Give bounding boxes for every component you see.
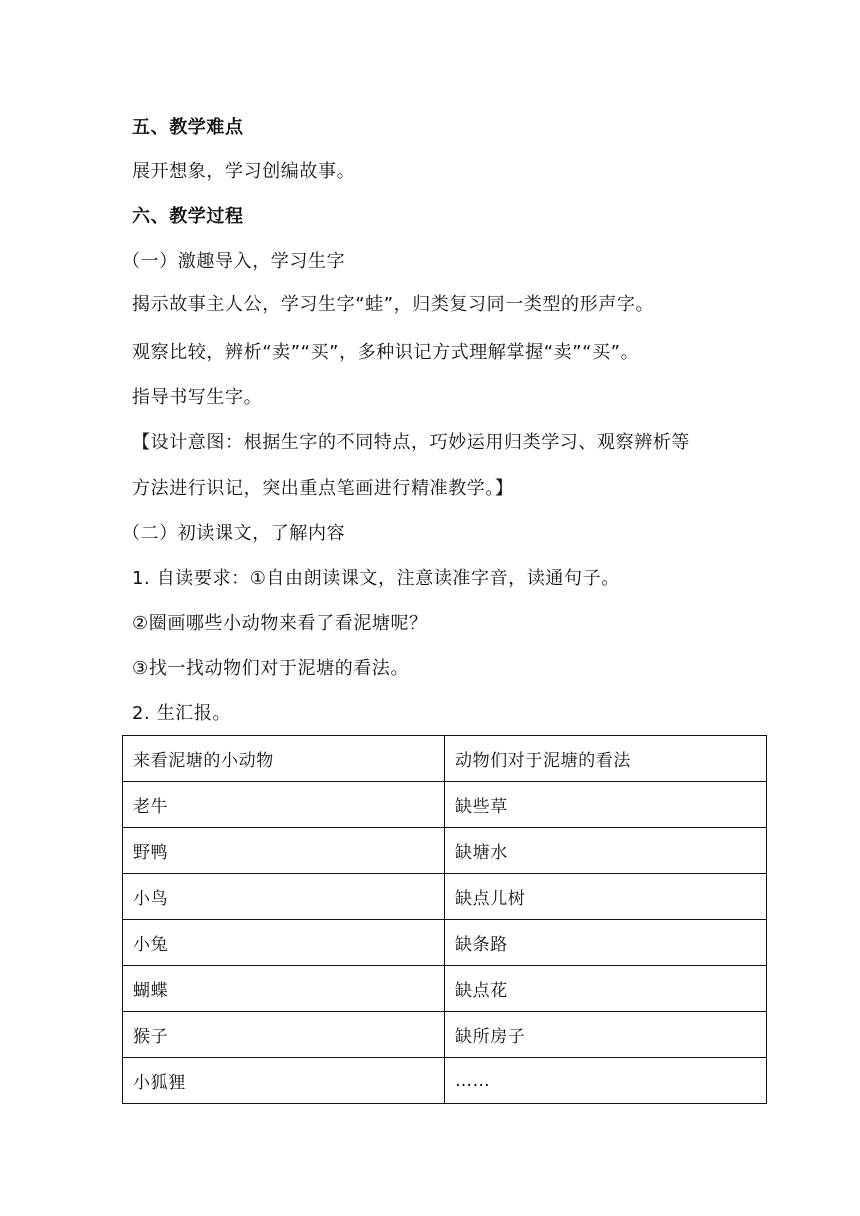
requirement-line-1: 1. 自读要求：①自由朗读课文，注意读准字音，读通句子。 xyxy=(132,568,620,589)
section-5-heading: 五、教学难点 xyxy=(132,117,244,138)
part-1-line-1: 揭示故事主人公，学习生字“蛙”，归类复习同一类型的形声字。 xyxy=(132,294,655,315)
table-row xyxy=(123,920,767,966)
table-cell-opinion: 缺点花 xyxy=(445,966,767,1012)
table-cell-opinion: …… xyxy=(445,1058,767,1104)
table-cell-animal: 猴子 xyxy=(123,1012,445,1058)
part-2-title: （二）初读课文，了解内容 xyxy=(122,523,346,544)
table-cell-opinion: 缺点儿树 xyxy=(445,874,767,920)
table-cell-animal: 小狐狸 xyxy=(123,1058,445,1104)
table-row xyxy=(123,874,767,920)
table-cell-opinion: 缺条路 xyxy=(445,920,767,966)
table-cell-opinion: 缺些草 xyxy=(445,782,767,828)
table-cell-animal: 小兔 xyxy=(123,920,445,966)
table-cell-animal: 蝴蝶 xyxy=(123,966,445,1012)
part-1-title: （一）激趣导入，学习生字 xyxy=(122,251,346,272)
table-cell-animal: 老牛 xyxy=(123,782,445,828)
requirement-line-3: ③找一找动物们对于泥塘的看法。 xyxy=(132,658,410,679)
report-line: 2. 生汇报。 xyxy=(132,703,232,724)
table-cell-animal: 小鸟 xyxy=(123,874,445,920)
table-row xyxy=(123,1058,767,1104)
table-cell-animal: 野鸭 xyxy=(123,828,445,874)
table-row xyxy=(123,966,767,1012)
table-header-row xyxy=(123,736,767,782)
part-1-line-3: 指导书写生字。 xyxy=(132,387,263,408)
animals-table xyxy=(122,735,767,1104)
table-cell-opinion: 缺所房子 xyxy=(445,1012,767,1058)
part-1-line-2: 观察比较，辨析“卖”“买”，多种识记方式理解掌握“卖”“买”。 xyxy=(132,342,640,363)
table-row xyxy=(123,828,767,874)
requirement-line-2: ②圈画哪些小动物来看了看泥塘呢？ xyxy=(132,613,428,634)
design-intent-line-2: 方法进行识记，突出重点笔画进行精准教学。】 xyxy=(132,478,514,499)
table-cell-opinion: 缺塘水 xyxy=(445,828,767,874)
table-header-cell: 来看泥塘的小动物 xyxy=(123,736,445,782)
design-intent-line-1: 【设计意图：根据生字的不同特点，巧妙运用归类学习、观察辨析等 xyxy=(132,432,690,453)
section-6-heading: 六、教学过程 xyxy=(132,206,244,227)
section-5-body: 展开想象，学习创编故事。 xyxy=(132,161,356,182)
table-row xyxy=(123,1012,767,1058)
table-header-cell: 动物们对于泥塘的看法 xyxy=(445,736,767,782)
table-row xyxy=(123,782,767,828)
